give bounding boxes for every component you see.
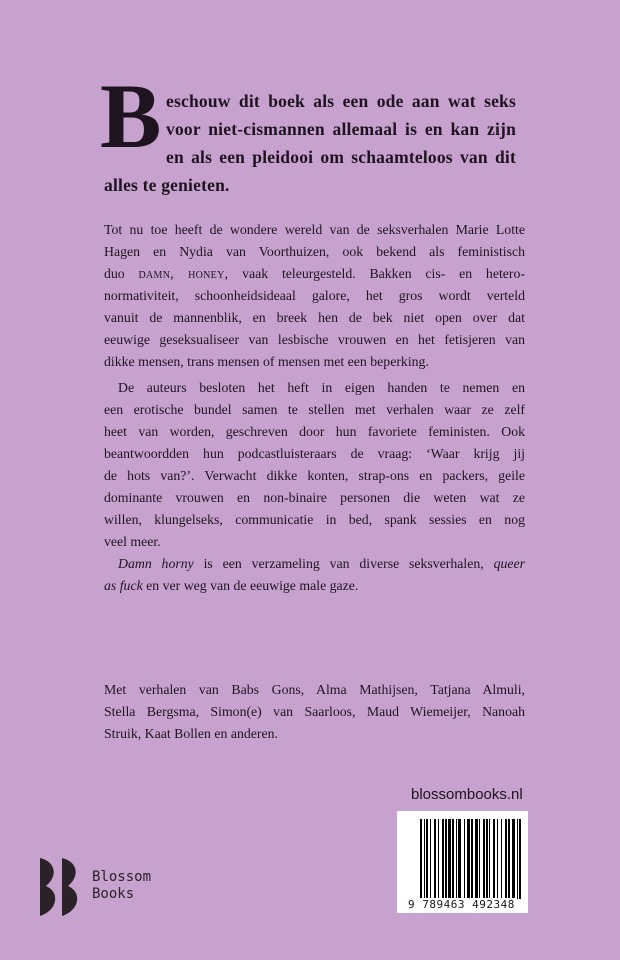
barcode-bar bbox=[479, 819, 480, 899]
publisher-line: Books bbox=[92, 886, 135, 902]
text-line bbox=[104, 263, 525, 285]
publisher-line: Blossom bbox=[92, 869, 152, 885]
text: is een verzameling van diverse seksverhalen, bbox=[193, 556, 494, 571]
emphasis: queer bbox=[493, 556, 525, 571]
text-line: vanuit de mannenblik, en breek hen de bek niet open over dat bbox=[104, 310, 525, 325]
barcode-bar bbox=[517, 819, 518, 899]
text-line: Hagen en Nydia van Voorthuizen, ook bekend als feministisch bbox=[104, 244, 525, 259]
duo-name: damn, honey, bbox=[138, 266, 229, 281]
isbn-barcode bbox=[397, 811, 528, 913]
heading-line: eschouw dit boek als een ode aan wat seks bbox=[166, 91, 516, 111]
text-line: Stella Bergsma, Simon(e) van Saarloos, Maud Wiemeijer, Nanoah bbox=[104, 704, 525, 719]
barcode-bar bbox=[445, 819, 447, 899]
barcode-bar bbox=[486, 819, 488, 899]
text-line: dominante vrouwen en non-binaire personen die weten wat ze bbox=[104, 490, 525, 505]
isbn-number: 9 789463 492348 bbox=[408, 898, 515, 911]
text: duo bbox=[104, 266, 125, 281]
barcode-bar bbox=[420, 819, 422, 899]
text-line: dikke mensen, trans mensen of mensen met een beperking. bbox=[104, 354, 429, 369]
barcode-bar bbox=[448, 819, 451, 899]
text-line: heet van worden, geschreven door hun favoriete feministen. Ook bbox=[104, 424, 525, 439]
barcode-bar bbox=[483, 819, 485, 899]
text-line: willen, klungelseks, communicatie in bed, spank sessies en nog bbox=[104, 512, 525, 527]
website-link: blossombooks.nl bbox=[411, 786, 523, 803]
barcode-bar bbox=[438, 819, 439, 899]
barcode-bar bbox=[493, 819, 495, 899]
text: en ver weg van de eeuwige male gaze. bbox=[142, 578, 359, 593]
heading-line: voor niet-cismannen allemaal is en kan zijn bbox=[166, 119, 516, 139]
text-line: veel meer. bbox=[104, 534, 161, 549]
paragraph-authors bbox=[104, 377, 525, 597]
text-line: Struik, Kaat Bollen en anderen. bbox=[104, 726, 278, 741]
heading-line: alles te genieten. bbox=[104, 175, 230, 195]
text-line: de hots van?’. Verwacht dikke konten, strap-ons en packers, geile bbox=[104, 468, 525, 483]
barcode-bar bbox=[456, 819, 457, 899]
barcode-bar bbox=[430, 819, 431, 899]
text-line: beantwoordden hun podcastluisteraars de vraag: ‘Waar krijg jij bbox=[104, 446, 525, 461]
barcode-bar bbox=[464, 819, 465, 899]
barcode-bar bbox=[519, 819, 521, 899]
paragraph-intro bbox=[104, 219, 525, 373]
text-line: Tot nu toe heeft de wondere wereld van de seksverhalen Marie Lotte bbox=[104, 222, 525, 237]
blossom-books-logo-icon bbox=[40, 858, 84, 916]
heading-line: en als een pleidooi om schaamteloos van dit bbox=[166, 147, 516, 167]
barcode-bar bbox=[497, 819, 498, 899]
text-line bbox=[104, 575, 525, 597]
text: vaak teleurgesteld. Bakken cis- en hetero- bbox=[242, 266, 525, 281]
barcode-bar bbox=[475, 819, 478, 899]
barcode-bar bbox=[508, 819, 510, 899]
barcode-bar bbox=[442, 819, 444, 899]
text-line: een erotische bundel samen te stellen met verhalen waar ze zelf bbox=[104, 402, 525, 417]
text-line: normativiteit, schoonheidsideaal galore, het gros wordt verteld bbox=[104, 288, 525, 303]
paragraph-contributors bbox=[104, 679, 525, 745]
barcode-bar bbox=[501, 819, 502, 899]
barcode-bar bbox=[471, 819, 473, 899]
barcode-bar bbox=[458, 819, 461, 899]
book-title: Damn horny bbox=[118, 556, 194, 571]
text-line: eeuwige geseksualiseer van lesbische vrouwen en het fetisjeren van bbox=[104, 332, 525, 347]
text-line: Met verhalen van Babs Gons, Alma Mathijsen, Tatjana Almuli, bbox=[104, 682, 525, 697]
barcode-bar bbox=[426, 819, 428, 899]
text-line bbox=[104, 553, 525, 575]
drop-cap: B bbox=[100, 65, 162, 167]
emphasis: as fuck bbox=[104, 578, 143, 593]
barcode-bar bbox=[467, 819, 470, 899]
barcode-bar bbox=[505, 819, 507, 899]
publisher-name bbox=[92, 869, 151, 903]
text-line: De auteurs besloten het heft in eigen handen te nemen en bbox=[118, 380, 525, 395]
barcode-bar bbox=[434, 819, 436, 899]
barcode-bar bbox=[512, 819, 515, 899]
barcode-bar bbox=[452, 819, 454, 899]
barcode-bar bbox=[489, 819, 490, 899]
barcode-bar bbox=[424, 819, 425, 899]
